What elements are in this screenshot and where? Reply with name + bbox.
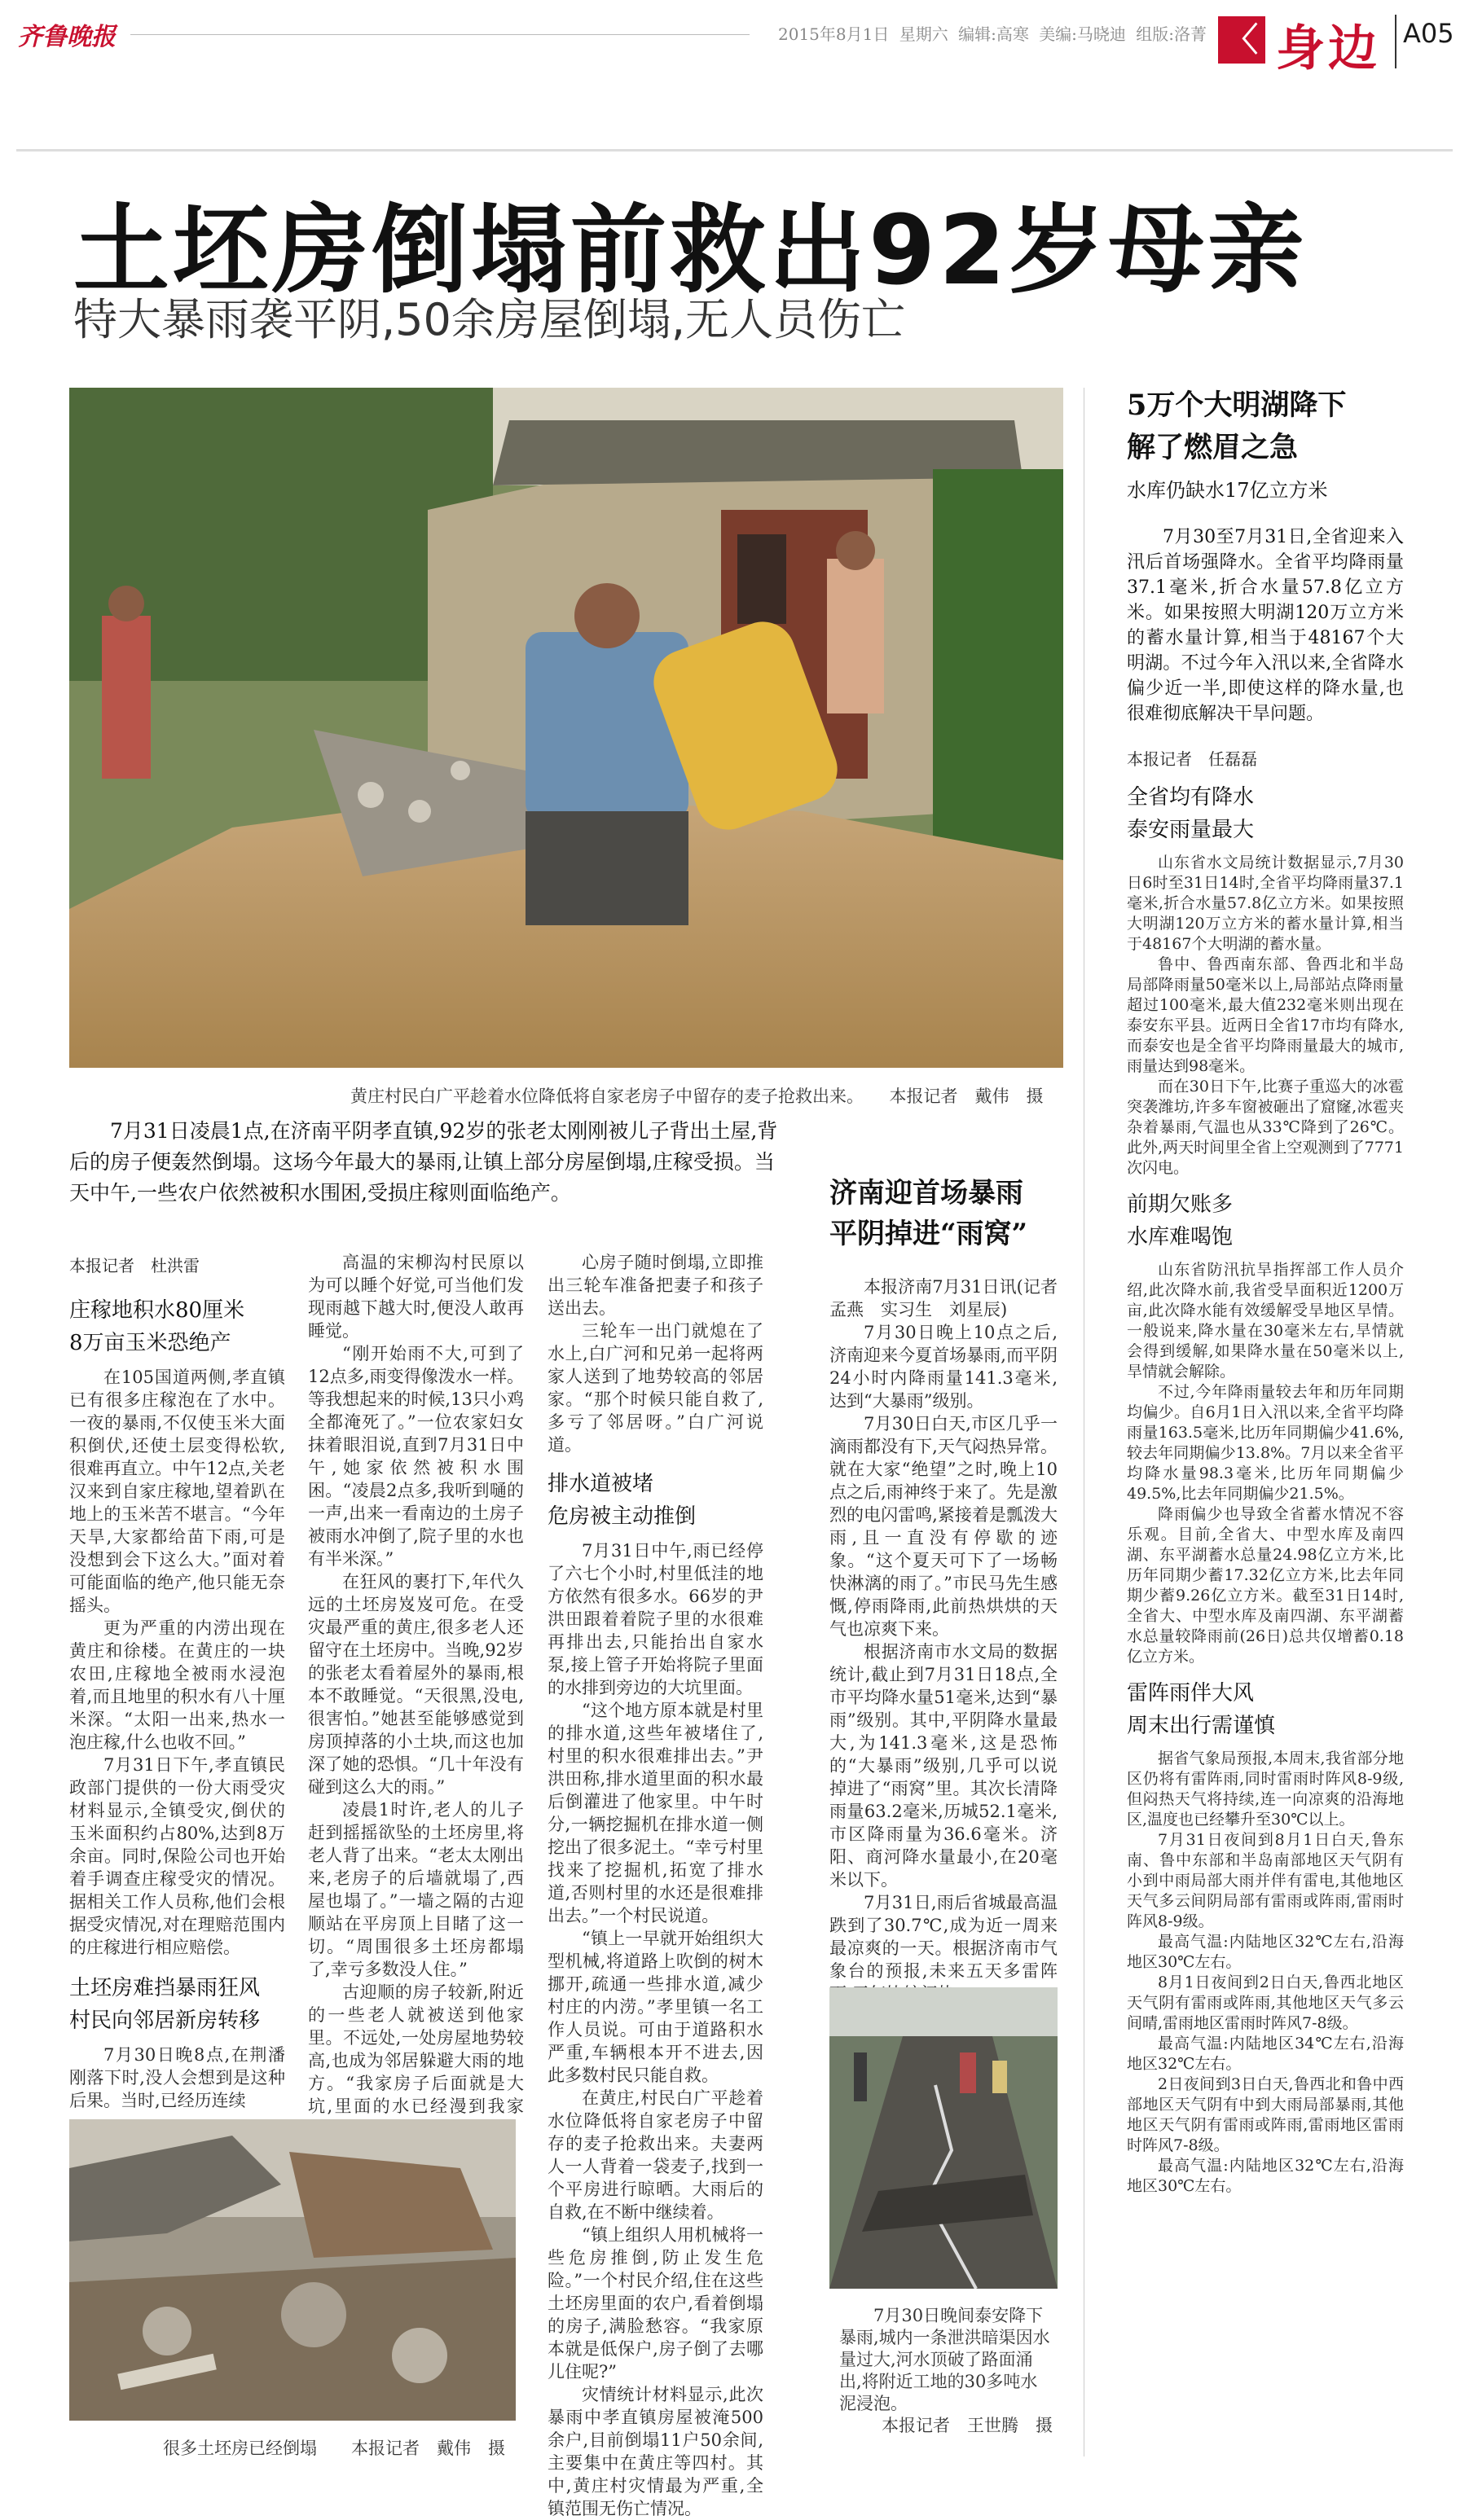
caption-text: 7月30日晚间泰安降下暴雨,城内一条泄洪暗渠因水量过大,河水顶破了路面涌出,将附近工地的30多吨水泥浸泡。 [839,2306,1050,2413]
column-5 [1127,384,1404,2197]
paragraph: 最高气温:内陆地区34℃左右,沿海地区32℃左右。 [1127,2035,1404,2073]
section-divider [1395,15,1396,68]
paragraph: 山东省水文局统计数据显示,7月30日6时至31日14时,全省平均降雨量37.1毫米,折合水量57.8亿立方米。如果按照大明湖120万立方米的蓄水量计算,相当于48167个大明湖的蓄水量。 [1127,854,1404,953]
bottom-photo-caption [163,2435,505,2460]
paragraph: 据省气象局预报,本周末,我省部分地区仍将有雷阵雨,同时雷雨时阵风8-9级,但闷热天气将持续,连一向凉爽的沿海地区,温度也已经攀升至30℃以上。 [1127,1750,1404,1829]
column-2 [308,1251,524,2140]
editor-credit: 编辑:高寒 [958,24,1029,44]
main-photo-caption [350,1083,1051,1108]
proof-credit: 组版:洛菁 [1136,24,1207,44]
col4-body [829,1275,1075,2005]
caption-credit: 本报记者 王世腾 摄 [882,2416,1053,2435]
subhead-s1a: 全省均有降水 [1127,785,1255,810]
rubble-illustration [69,2119,516,2421]
lead-text: 7月31日凌晨1点,在济南平阴孝直镇,92岁的张老太刚刚被儿子背出土屋,背后的房子便轰然倒塌。这场今年最大的暴雨,让镇上部分房屋倒塌,庄稼受损。当天中午,一些农户依然被积水围困,受损庄稼则面临绝产。 [69,1119,778,1205]
caption-text: 很多土坯房已经倒塌 [163,2439,317,2458]
art-editor-credit: 美编:马晓迪 [1039,24,1126,44]
byline: 本报记者 任磊磊 [1127,749,1257,769]
column-4 [829,1173,1075,2005]
paragraph: 在狂风的裹打下,年代久远的土坯房岌岌可危。在受灾最严重的黄庄,很多老人还留守在土坯房中。当晚,92岁的张老太看着屋外的暴雨,根本不敢睡觉。“天很黑,没电,很害怕。”她甚至能够感觉到房顶掉落的小土块,而这也加深了她的恐惧。“几十年没有碰到这么大的雨。” [308,1572,524,1797]
subhead-2b: 村民向邻居新房转移 [69,2009,261,2033]
sub-headline: 特大暴雨袭平阴,50余房屋倒塌,无人员伤亡 [73,294,906,345]
sidebar-lead [1127,525,1404,727]
collapsed-house-photo [69,2119,516,2421]
section-chevron-icon: 〈 [1218,16,1265,64]
paragraph: 高温的宋柳沟村民原以为可以睡个好觉,可当他们发现雨越下越大时,便没人敢再睡觉。 [308,1253,524,1341]
paragraph: 7月30至7月31日,全省迎来入汛后首场强降水。全省平均降雨量37.1毫米,折合水量57.8亿立方米。如果按照大明湖120万立方米的蓄水量计算,相当于48167个大明湖。不过今年入汛以来,全省降水偏少近一半,即使这样的降水量,也很难彻底解决干旱问题。 [1127,527,1404,724]
paragraph: 最高气温:内陆地区32℃左右,沿海地区30℃左右。 [1127,2157,1404,2195]
sidebar-body-3 [1127,1749,1404,2197]
paragraph: 在105国道两侧,孝直镇已有很多庄稼泡在了水中。一夜的暴雨,不仅使玉米大面积倒伏,还使土层变得松软,很难再直立。中午12点,关老汉来到自家庄稼地,望着趴在地上的玉米苦不堪言。“今年天旱,大家都给苗下雨,可是没想到会下这么大。”面对着可能面临的绝产,他只能无奈摇头。 [69,1368,285,1615]
paragraph: “镇上一早就开始组织大型机械,将道路上吹倒的树木挪开,疏通一些排水道,减少村庄的内涝。”孝里镇一名工作人员说。可由于道路积水严重,车辆根本开不进去,因此多数村民只能自救。 [548,1929,763,2085]
story-headline-b: 平阴掉进“雨窝” [829,1218,1028,1250]
burst-road-photo [829,1987,1058,2289]
paragraph: 7月30日晚8点,在荆潘刚落下时,没人会想到是这种后果。当时,已经历连续 [69,2045,285,2110]
col3-body-2 [548,1539,763,2520]
sidebar-body-1 [1127,853,1404,1179]
col1-body [69,1366,285,1959]
newspaper-logo: 齐鲁晚报 [18,23,116,51]
subhead-s3b: 周末出行需谨慎 [1127,1714,1276,1738]
lead-paragraph [69,1116,786,1209]
road-illustration [829,1987,1058,2289]
subhead-s3a: 雷阵雨伴大风 [1127,1681,1255,1706]
subhead-3b: 危房被主动推倒 [548,1504,697,1529]
subhead-s1b: 泰安雨量最大 [1127,818,1255,842]
paragraph: 不过,今年降雨量较去年和历年同期均偏少。自6月1日入汛以来,全省平均降雨量163.5毫米,比历年同期偏少41.6%,较去年同期偏少13.8%。7月以来全省平均降水量98.3毫米,比历年同期偏少49.5%,比去年同期偏少21.5%。 [1127,1383,1404,1503]
paragraph: 三轮车一出门就熄在了水上,白广河和兄弟一起将两家人送到了地势较高的邻居家。“那个时候只能自救了,多亏了邻居呀。”白广河说道。 [548,1321,763,1455]
story-headline-a: 济南迎首场暴雨 [829,1177,1023,1210]
subhead-1b: 8万亩玉米恐绝产 [69,1331,231,1355]
subhead-3a: 排水道被堵 [548,1472,654,1496]
sidebar-headline-a: 5万个大明湖降下 [1127,389,1347,422]
main-photo [69,388,1063,1068]
issue-date: 2015年8月1日 [778,24,890,44]
paragraph: “镇上组织人用机械将一些危房推倒,防止发生危险。”一个村民介绍,住在这些土坯房里面的农户,看着倒塌的房子,满脸愁容。“我家原本就是低保户,房子倒了去哪儿住呢?” [548,2225,763,2382]
subhead-1a: 庄稼地积水80厘米 [69,1298,245,1323]
top-rule [16,149,1453,151]
column-1 [69,1253,285,2112]
main-headline: 土坯房倒塌前救出92岁母亲 [73,194,1308,306]
paragraph: 7月31日中午,雨已经停了六七个小时,村里低洼的地方依然有很多水。66岁的尹洪田跟着着院子里的水很难再排出去,只能抬出自家水泵,接上管子开始将院子里面的水排到旁边的大坑里面。 [548,1541,763,1697]
page-number: A05 [1403,18,1454,49]
paragraph: “刚开始雨不大,可到了12点多,雨变得像泼水一样。等我想起来的时候,13只小鸡全都淹死了。”一位农家妇女抹着眼泪说,直到7月31日中午,她家依然被积水围困。“凌晨2点多,我听到嗵的一声,出来一看南边的土房子被雨水冲倒了,院子里的水也有半米深。” [308,1344,524,1569]
paragraph: 根据济南市水文局的数据统计,截止到7月31日18点,全市平均降水量51毫米,达到“暴雨”级别。其中,平阴降水量最大,为141.3毫米,这是恐怖的“大暴雨”级别,几乎可以说掉进了“雨窝”里。其次长清降雨量63.2毫米,历城52.1毫米,市区降雨量为36.6毫米。济阳、商河降水量最小,在20毫米以下。 [829,1642,1058,1890]
caption-credit: 本报记者 戴伟 摄 [351,2439,505,2458]
paragraph: 7月30日晚上10点之后,济南迎来今夏首场暴雨,而平阴24小时内降雨量141.3毫米,达到“大暴雨”级别。 [829,1323,1058,1411]
sidebar-deck: 水库仍缺水17亿立方米 [1127,479,1328,502]
subhead-s2b: 水库难喝饱 [1127,1225,1234,1249]
byline: 本报记者 杜洪雷 [69,1256,200,1275]
col1-body-2 [69,2044,285,2112]
sidebar-headline-b: 解了燃眉之急 [1127,431,1299,464]
flood-scene-illustration [69,388,1063,1068]
paragraph: 而在30日下午,比赛子重巡大的冰雹突袭潍坊,许多车窗被砸出了窟窿,冰雹夹杂着暴雨,气温也从33℃降到了26℃。此外,两天时间里全省上空观测到了7771次闪电。 [1127,1078,1404,1177]
paragraph: 最高气温:内陆地区32℃左右,沿海地区30℃左右。 [1127,1933,1404,1971]
paragraph: 凌晨1时许,老人的儿子赶到摇摇欲坠的土坯房里,将老人背了出来。“老太太刚出来,老房子的后墙就塌了,西屋也塌了。”一墙之隔的古迎顺站在平房顶上目睹了这一切。“周围很多土坯房都塌了,幸亏多数没人住。” [308,1800,524,1979]
sidebar-body-2 [1127,1260,1404,1667]
subhead-2a: 土坯房难挡暴雨狂风 [69,1976,261,2000]
paragraph: 灾情统计材料显示,此次暴雨中孝直镇房屋被淹500余户,目前倒塌11户50余间,主要集中在黄庄等四村。其中,黄庄村灾情最为严重,全镇范围无伤亡情况。 [548,2385,763,2518]
paragraph: 7月31日,雨后省城最高温跌到了30.7℃,成为近一周来最凉爽的一天。根据济南市气象台的预报,未来五天多雷阵 [829,1893,1058,1981]
caption-credit: 本报记者 戴伟 摄 [889,1087,1044,1106]
paragraph: 山东省防汛抗旱指挥部工作人员介绍,此次降水前,我省受旱面积近1200万亩,此次降水能有效缓解受旱地区旱情。一般说来,降水量在30毫米左右,旱情就会得到缓解,如果降水量在50毫米以上,旱情就会解除。 [1127,1261,1404,1381]
issue-meta [778,21,1207,45]
column-3 [548,1251,763,2520]
paragraph: 2日夜间到3日白天,鲁西北和鲁中西部地区天气阴有中到大雨局部暴雨,其他地区天气阴有雷雨或阵雨,雷雨地区雷雨时阵风7-8级。 [1127,2075,1404,2154]
paragraph: 古迎顺的房子较新,附近的一些老人就被送到他家里。不远处,一处房屋地势较高,也成为邻居躲避大雨的地方。“我家房子后面就是大坑,里面的水已经漫到我家 [308,1982,524,2116]
paragraph: 7月30日白天,市区几乎一滴雨都没有下,天气闷热异常。就在大家“绝望”之时,晚上10点之后,雨神终于来了。先是激烈的电闪雷鸣,紧接着是瓢泼大雨,且一直没有停歇的迹象。“这个夏天可下了一场畅快淋漓的雨了。”市民马先生感慨,停雨降雨,此前热烘烘的天气也凉爽下来。 [829,1414,1058,1639]
col3-body [548,1251,763,1456]
paragraph: 在黄庄,村民白广平趁着水位降低将自家老房子中留存的麦子抢救出来。夫妻两人一人背着一袋麦子,找到一个平房进行晾晒。大雨后的自救,在不断中继续着。 [548,2088,763,2222]
paragraph: 8月1日夜间到2日白天,鲁西北地区天气阴有雷雨或阵雨,其他地区天气多云间晴,雷雨地区雷雨时阵风7-8级。 [1127,1973,1404,2032]
paragraph: “这个地方原本就是村里的排水道,这些年被堵住了,村里的积水很难排出去。”尹洪田称,排水道里面的积水最后倒灌进了他家里。中午时分,一辆挖掘机在排水道一侧挖出了很多泥土。“幸亏村里找来了挖掘机,拓宽了排水道,否则村里的水还是很难排出去。”一个村民说道。 [548,1701,763,1925]
paragraph: 7月31日下午,孝直镇民政部门提供的一份大雨受灾材料显示,全镇受灾,倒伏的玉米面积约占80%,达到8万余亩。同时,保险公司也开始着手调查庄稼受灾的情况。据相关工作人员称,他们会根据受灾情况,对在理赔范围内的庄稼进行相应赔偿。 [69,1755,285,1957]
dateline: 本报济南7月31日讯(记者 孟燕 实习生 刘星辰) [829,1277,1075,1319]
paragraph: 鲁中、鲁西南东部、鲁西北和半岛局部降雨量50毫米以上,局部站点降雨量超过100毫米,最大值232毫米则出现在泰安东平县。近两日全省17市均有降水,而泰安也是全省平均降雨量最大的城市,雨量达到98毫米。 [1127,955,1404,1075]
paragraph: 7月31日夜间到8月1日白天,鲁东南、鲁中东部和半岛南部地区天气阴有小到中雨局部大雨并伴有雷电,其他地区天气多云间阴局部有雷雨或阵雨,雷雨时阵风8-9级。 [1127,1831,1404,1930]
paragraph: 降雨偏少也导致全省蓄水情况不容乐观。目前,全省大、中型水库及南四湖、东平湖蓄水总量24.98亿立方米,比历年同期少蓄17.32亿立方米,比去年同期少蓄9.26亿立方米。截至31日14时,全省大、中型水库及南四湖、东平湖蓄水总量较降雨前(26日)总共仅增蓄0.18亿立方米。 [1127,1505,1404,1666]
caption-text: 黄庄村民白广平趁着水位降低将自家老房子中留存的麦子抢救出来。 [350,1087,855,1106]
burst-road-caption [839,2305,1053,2437]
issue-weekday: 星期六 [899,24,948,44]
section-name: 身边 [1276,20,1380,77]
col2-body [308,1251,524,2140]
paragraph: 更为严重的内涝出现在黄庄和徐楼。在黄庄的一块农田,庄稼地全被雨水浸泡着,而且地里的积水有八十厘米深。“太阳一出来,热水一泡庄稼,什么也收不回。” [69,1618,285,1752]
paragraph: 心房子随时倒塌,立即推出三轮车准备把妻子和孩子送出去。 [548,1253,763,1318]
masthead-rule [130,34,750,35]
subhead-s2a: 前期欠账多 [1127,1192,1234,1217]
